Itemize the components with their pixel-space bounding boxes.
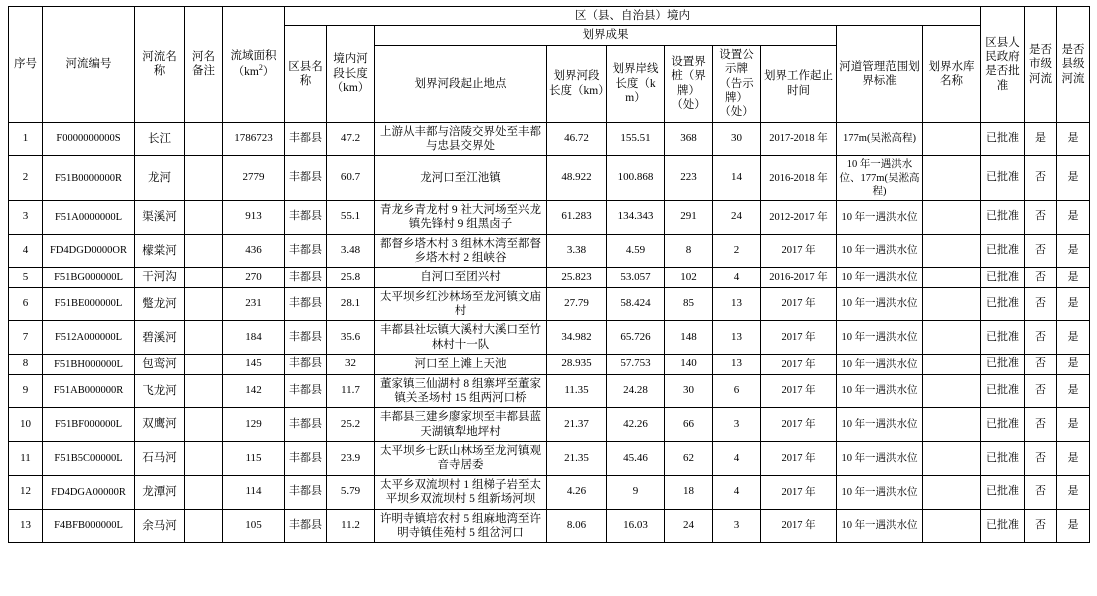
header-standard-text: 河道管理范围划界标准: [839, 60, 920, 87]
cell-markers: 24: [665, 509, 713, 543]
cell-is-city-level: 否: [1025, 268, 1057, 287]
cell-in-county-len: 11.7: [327, 374, 375, 408]
cell-notices: 6: [713, 374, 761, 408]
cell-county: 丰都县: [285, 122, 327, 156]
cell-seg-len: 21.37: [547, 408, 607, 442]
cell-bank-len: 58.424: [607, 287, 665, 321]
cell-is-county-level: 是: [1057, 156, 1090, 200]
cell-reservoir: [923, 156, 981, 200]
header-county: [285, 26, 327, 122]
cell-is-city-level: 否: [1025, 442, 1057, 476]
cell-is-county-level: 是: [1057, 234, 1090, 268]
cell-place: 丰都县社坛镇大溪村大溪口至竹林村十一队: [375, 321, 547, 355]
cell-approved: 已批准: [981, 287, 1025, 321]
cell-code: F51B0000000R: [43, 156, 135, 200]
cell-note: [185, 156, 223, 200]
cell-county: 丰都县: [285, 156, 327, 200]
cell-notices: 13: [713, 287, 761, 321]
cell-is-county-level: 是: [1057, 408, 1090, 442]
cell-sn: 8: [9, 355, 43, 374]
cell-reservoir: [923, 234, 981, 268]
cell-approved: 已批准: [981, 408, 1025, 442]
cell-note: [185, 287, 223, 321]
cell-work-time: 2017 年: [761, 475, 837, 509]
header-county-text: 区县名称: [288, 60, 323, 87]
cell-std: 10 年一遇洪水位: [837, 268, 923, 287]
cell-note: [185, 408, 223, 442]
cell-reservoir: [923, 374, 981, 408]
header-markers: [665, 45, 713, 122]
cell-seg-len: 21.35: [547, 442, 607, 476]
cell-std: 10 年一遇洪水位: [837, 234, 923, 268]
cell-note: [185, 509, 223, 543]
cell-reservoir: [923, 287, 981, 321]
cell-code: FD4DGA00000R: [43, 475, 135, 509]
header-bank-length: [607, 45, 665, 122]
cell-reservoir: [923, 268, 981, 287]
cell-seg-len: 4.26: [547, 475, 607, 509]
cell-markers: 8: [665, 234, 713, 268]
cell-markers: 102: [665, 268, 713, 287]
header-sn: 序号: [9, 7, 43, 123]
cell-is-city-level: 否: [1025, 287, 1057, 321]
header-region-group-text: 区（县、自治县）境内: [575, 10, 690, 22]
cell-basin-area: 184: [223, 321, 285, 355]
header-approved-text: 区县人民政府是否批准: [985, 36, 1020, 92]
table-row: [9, 234, 1090, 268]
cell-markers: 223: [665, 156, 713, 200]
cell-bank-len: 65.726: [607, 321, 665, 355]
cell-basin-area: 142: [223, 374, 285, 408]
header-markers-text: 设置界桩（界牌）（处）: [671, 55, 706, 112]
cell-std: 10 年一遇洪水位: [837, 475, 923, 509]
cell-is-city-level: 否: [1025, 374, 1057, 408]
table-row: [9, 156, 1090, 200]
cell-in-county-len: 35.6: [327, 321, 375, 355]
cell-seg-len: 27.79: [547, 287, 607, 321]
header-is-county-level: [1057, 7, 1090, 123]
cell-is-county-level: 是: [1057, 442, 1090, 476]
cell-basin-area: 129: [223, 408, 285, 442]
cell-seg-len: 8.06: [547, 509, 607, 543]
cell-work-time: 2017 年: [761, 355, 837, 374]
cell-approved: 已批准: [981, 200, 1025, 234]
table-row: [9, 122, 1090, 156]
cell-name: 蹩龙河: [135, 287, 185, 321]
header-basin-area: 流域面积 $(km^2)$: [223, 7, 285, 123]
cell-name: 龙河: [135, 156, 185, 200]
cell-is-city-level: 否: [1025, 234, 1057, 268]
cell-county: 丰都县: [285, 355, 327, 374]
table-row: [9, 475, 1090, 509]
cell-code: F51BF000000L: [43, 408, 135, 442]
cell-basin-area: 231: [223, 287, 285, 321]
cell-markers: 148: [665, 321, 713, 355]
cell-name: 包鸾河: [135, 355, 185, 374]
cell-reservoir: [923, 509, 981, 543]
cell-place: 许明寺镇培农村 5 组麻地湾至许明寺镇佳苑村 5 组岔河口: [375, 509, 547, 543]
cell-work-time: 2017 年: [761, 374, 837, 408]
cell-county: 丰都县: [285, 475, 327, 509]
cell-approved: 已批准: [981, 355, 1025, 374]
header-basin-area-unit: km: [244, 66, 259, 79]
table-row: [9, 355, 1090, 374]
header-name: [135, 7, 185, 123]
table-row: [9, 287, 1090, 321]
table-row: [9, 321, 1090, 355]
cell-is-county-level: 是: [1057, 200, 1090, 234]
cell-basin-area: 2779: [223, 156, 285, 200]
header-reservoir-text: 划界水库名称: [928, 60, 975, 87]
cell-reservoir: [923, 122, 981, 156]
cell-in-county-len: 25.2: [327, 408, 375, 442]
header-in-county-length: 境内河段长度 （km）: [327, 26, 375, 122]
header-basin-area-unit-sup: 2: [258, 63, 263, 73]
cell-name: 余马河: [135, 509, 185, 543]
cell-county: 丰都县: [285, 408, 327, 442]
cell-seg-len: 3.38: [547, 234, 607, 268]
cell-note: [185, 442, 223, 476]
cell-notices: 4: [713, 268, 761, 287]
cell-notices: 30: [713, 122, 761, 156]
cell-note: [185, 122, 223, 156]
cell-approved: 已批准: [981, 234, 1025, 268]
cell-approved: 已批准: [981, 475, 1025, 509]
cell-name: 干河沟: [135, 268, 185, 287]
cell-code: F0000000000S: [43, 122, 135, 156]
table-row: [9, 200, 1090, 234]
cell-seg-len: 46.72: [547, 122, 607, 156]
cell-sn: 1: [9, 122, 43, 156]
cell-name: 碧溪河: [135, 321, 185, 355]
river-delimitation-table: [8, 6, 1090, 543]
cell-county: 丰都县: [285, 200, 327, 234]
table-row: [9, 442, 1090, 476]
cell-approved: 已批准: [981, 321, 1025, 355]
cell-is-county-level: 是: [1057, 287, 1090, 321]
cell-sn: 10: [9, 408, 43, 442]
cell-seg-len: 61.283: [547, 200, 607, 234]
cell-bank-len: 45.46: [607, 442, 665, 476]
cell-place: 自河口至团兴村: [375, 268, 547, 287]
header-segment-length-text: 划界河段长度（km）: [549, 70, 610, 97]
cell-in-county-len: 3.48: [327, 234, 375, 268]
cell-sn: 2: [9, 156, 43, 200]
cell-notices: 13: [713, 355, 761, 374]
cell-std: 10 年一遇洪水位: [837, 287, 923, 321]
cell-basin-area: 115: [223, 442, 285, 476]
cell-sn: 12: [9, 475, 43, 509]
cell-is-city-level: 否: [1025, 355, 1057, 374]
cell-std: 10 年一遇洪水位: [837, 355, 923, 374]
cell-approved: 已批准: [981, 156, 1025, 200]
cell-bank-len: 24.28: [607, 374, 665, 408]
cell-name: 渠溪河: [135, 200, 185, 234]
cell-notices: 13: [713, 321, 761, 355]
cell-work-time: 2017 年: [761, 408, 837, 442]
cell-work-time: 2012-2017 年: [761, 200, 837, 234]
cell-bank-len: 53.057: [607, 268, 665, 287]
cell-note: [185, 475, 223, 509]
header-note: 河名备注: [185, 7, 223, 123]
cell-code: F51AB000000R: [43, 374, 135, 408]
cell-std: 10 年一遇洪水位、177m(吴淞高程): [837, 156, 923, 200]
header-work-time-text: 划界工作起止时间: [764, 70, 833, 97]
cell-seg-len: 28.935: [547, 355, 607, 374]
header-code: 河流编号: [43, 7, 135, 123]
cell-is-city-level: 否: [1025, 408, 1057, 442]
cell-sn: 5: [9, 268, 43, 287]
cell-work-time: 2017 年: [761, 509, 837, 543]
cell-approved: 已批准: [981, 442, 1025, 476]
header-work-time: [761, 45, 837, 122]
header-in-county-length-text: 境内河段长度: [333, 53, 368, 80]
cell-reservoir: [923, 408, 981, 442]
cell-basin-area: 145: [223, 355, 285, 374]
cell-sn: 4: [9, 234, 43, 268]
cell-work-time: 2016-2017 年: [761, 268, 837, 287]
cell-approved: 已批准: [981, 374, 1025, 408]
header-delimit-group-text: 划界成果: [582, 29, 629, 42]
cell-code: F51BG000000L: [43, 268, 135, 287]
cell-basin-area: 1786723: [223, 122, 285, 156]
table-body: [9, 122, 1090, 543]
cell-name: 石马河: [135, 442, 185, 476]
cell-notices: 4: [713, 442, 761, 476]
cell-is-city-level: 否: [1025, 200, 1057, 234]
cell-reservoir: [923, 321, 981, 355]
cell-place: 青龙乡青龙村 9 社大河场至兴龙镇先锋村 9 组黑卤子: [375, 200, 547, 234]
cell-code: F51BE000000L: [43, 287, 135, 321]
cell-basin-area: 270: [223, 268, 285, 287]
cell-in-county-len: 28.1: [327, 287, 375, 321]
header-delimit-group: [375, 26, 837, 45]
cell-notices: 4: [713, 475, 761, 509]
cell-note: [185, 355, 223, 374]
cell-in-county-len: 23.9: [327, 442, 375, 476]
cell-sn: 9: [9, 374, 43, 408]
cell-name: 飞龙河: [135, 374, 185, 408]
cell-reservoir: [923, 442, 981, 476]
cell-std: 177m(吴淞高程): [837, 122, 923, 156]
cell-note: [185, 374, 223, 408]
cell-sn: 6: [9, 287, 43, 321]
cell-county: 丰都县: [285, 321, 327, 355]
header-approved: [981, 7, 1025, 123]
cell-note: [185, 234, 223, 268]
header-standard: [837, 26, 923, 122]
cell-in-county-len: 5.79: [327, 475, 375, 509]
cell-markers: 62: [665, 442, 713, 476]
cell-place: 太平乡双流坝村 1 组梯子岩至太平坝乡双流坝村 5 组新场河坝: [375, 475, 547, 509]
cell-work-time: 2017 年: [761, 321, 837, 355]
cell-notices: 14: [713, 156, 761, 200]
cell-approved: 已批准: [981, 122, 1025, 156]
cell-note: [185, 268, 223, 287]
cell-basin-area: 114: [223, 475, 285, 509]
cell-is-county-level: 是: [1057, 268, 1090, 287]
cell-basin-area: 436: [223, 234, 285, 268]
cell-sn: 11: [9, 442, 43, 476]
cell-in-county-len: 32: [327, 355, 375, 374]
cell-seg-len: 11.35: [547, 374, 607, 408]
cell-name: 长江: [135, 122, 185, 156]
cell-is-city-level: 否: [1025, 475, 1057, 509]
cell-place: 太平坝乡七跃山林场至龙河镇观音寺居委: [375, 442, 547, 476]
cell-bank-len: 134.343: [607, 200, 665, 234]
cell-code: F51BH000000L: [43, 355, 135, 374]
cell-bank-len: 57.753: [607, 355, 665, 374]
cell-notices: 3: [713, 408, 761, 442]
cell-name: 双鹰河: [135, 408, 185, 442]
cell-in-county-len: 60.7: [327, 156, 375, 200]
header-is-county-level-text: 是否县级河流: [1061, 43, 1085, 85]
cell-is-city-level: 是: [1025, 122, 1057, 156]
cell-name: 龙潭河: [135, 475, 185, 509]
cell-bank-len: 9: [607, 475, 665, 509]
table-row: [9, 408, 1090, 442]
cell-is-county-level: 是: [1057, 321, 1090, 355]
cell-notices: 24: [713, 200, 761, 234]
cell-county: 丰都县: [285, 268, 327, 287]
cell-bank-len: 100.868: [607, 156, 665, 200]
cell-bank-len: 16.03: [607, 509, 665, 543]
cell-basin-area: 913: [223, 200, 285, 234]
cell-is-county-level: 是: [1057, 122, 1090, 156]
header-reservoir: [923, 26, 981, 122]
cell-std: 10 年一遇洪水位: [837, 374, 923, 408]
cell-markers: 291: [665, 200, 713, 234]
header-in-county-length-unit: km: [343, 82, 358, 95]
cell-markers: 18: [665, 475, 713, 509]
cell-code: F512A000000L: [43, 321, 135, 355]
header-region-group: [285, 7, 981, 26]
cell-note: [185, 321, 223, 355]
cell-in-county-len: 25.8: [327, 268, 375, 287]
cell-markers: 66: [665, 408, 713, 442]
cell-bank-len: 4.59: [607, 234, 665, 268]
header-notices-text: 设置公示牌（告示牌）（处）: [719, 48, 754, 119]
cell-seg-len: 48.922: [547, 156, 607, 200]
cell-markers: 368: [665, 122, 713, 156]
cell-is-county-level: 是: [1057, 355, 1090, 374]
header-place: [375, 45, 547, 122]
cell-work-time: 2017 年: [761, 287, 837, 321]
cell-std: 10 年一遇洪水位: [837, 321, 923, 355]
cell-place: 上游从丰都与涪陵交界处至丰都与忠县交界处: [375, 122, 547, 156]
cell-county: 丰都县: [285, 234, 327, 268]
cell-county: 丰都县: [285, 374, 327, 408]
cell-code: F51A0000000L: [43, 200, 135, 234]
cell-notices: 3: [713, 509, 761, 543]
cell-sn: 3: [9, 200, 43, 234]
cell-code: F51B5C00000L: [43, 442, 135, 476]
cell-approved: 已批准: [981, 268, 1025, 287]
cell-seg-len: 34.982: [547, 321, 607, 355]
cell-place: 河口至上滩上天池: [375, 355, 547, 374]
header-place-text: 划界河段起止地点: [414, 77, 507, 90]
cell-std: 10 年一遇洪水位: [837, 408, 923, 442]
cell-county: 丰都县: [285, 287, 327, 321]
cell-is-city-level: 否: [1025, 156, 1057, 200]
header-segment-length: [547, 45, 610, 122]
cell-in-county-len: 47.2: [327, 122, 375, 156]
header-is-city-level-text: 是否市级河流: [1029, 43, 1052, 85]
cell-place: 董家镇三仙湖村 8 组寨坪至董家镇关圣场村 15 组两河口桥: [375, 374, 547, 408]
table-row: [9, 268, 1090, 287]
cell-note: [185, 200, 223, 234]
cell-place: 龙河口至江池镇: [375, 156, 547, 200]
cell-code: F4BFB000000L: [43, 509, 135, 543]
cell-markers: 140: [665, 355, 713, 374]
cell-work-time: 2017-2018 年: [761, 122, 837, 156]
cell-std: 10 年一遇洪水位: [837, 200, 923, 234]
cell-place: 丰都县三建乡廖家坝至丰都县蓝天湖镇犁地坪村: [375, 408, 547, 442]
cell-notices: 2: [713, 234, 761, 268]
cell-markers: 85: [665, 287, 713, 321]
header-notices: [713, 45, 761, 122]
header-is-city-level: [1025, 7, 1057, 123]
cell-county: 丰都县: [285, 509, 327, 543]
cell-work-time: 2017 年: [761, 234, 837, 268]
cell-name: 檬棠河: [135, 234, 185, 268]
cell-seg-len: 25.823: [547, 268, 607, 287]
cell-basin-area: 105: [223, 509, 285, 543]
cell-work-time: 2016-2018 年: [761, 156, 837, 200]
cell-bank-len: 42.26: [607, 408, 665, 442]
cell-is-county-level: 是: [1057, 374, 1090, 408]
cell-bank-len: 155.51: [607, 122, 665, 156]
cell-std: 10 年一遇洪水位: [837, 442, 923, 476]
table-row: [9, 374, 1090, 408]
cell-std: 10 年一遇洪水位: [837, 509, 923, 543]
cell-reservoir: [923, 200, 981, 234]
table-row: [9, 509, 1090, 543]
cell-county: 丰都县: [285, 442, 327, 476]
header-bank-length-text: 划界岸线长度（km）: [612, 63, 659, 104]
cell-is-city-level: 否: [1025, 509, 1057, 543]
cell-work-time: 2017 年: [761, 442, 837, 476]
header-name-text: 河流名称: [142, 50, 177, 78]
cell-is-city-level: 否: [1025, 321, 1057, 355]
cell-reservoir: [923, 355, 981, 374]
cell-place: 太平坝乡红沙林场至龙河镇文庙村: [375, 287, 547, 321]
header-basin-area-text: 流域面积: [230, 50, 277, 63]
cell-code: FD4DGD0000OR: [43, 234, 135, 268]
cell-in-county-len: 55.1: [327, 200, 375, 234]
cell-sn: 7: [9, 321, 43, 355]
cell-approved: 已批准: [981, 509, 1025, 543]
cell-is-county-level: 是: [1057, 475, 1090, 509]
cell-reservoir: [923, 475, 981, 509]
cell-is-county-level: 是: [1057, 509, 1090, 543]
cell-markers: 30: [665, 374, 713, 408]
cell-in-county-len: 11.2: [327, 509, 375, 543]
cell-place: 都督乡塔木村 3 组林木湾至都督乡塔木村 2 组峡谷: [375, 234, 547, 268]
cell-sn: 13: [9, 509, 43, 543]
